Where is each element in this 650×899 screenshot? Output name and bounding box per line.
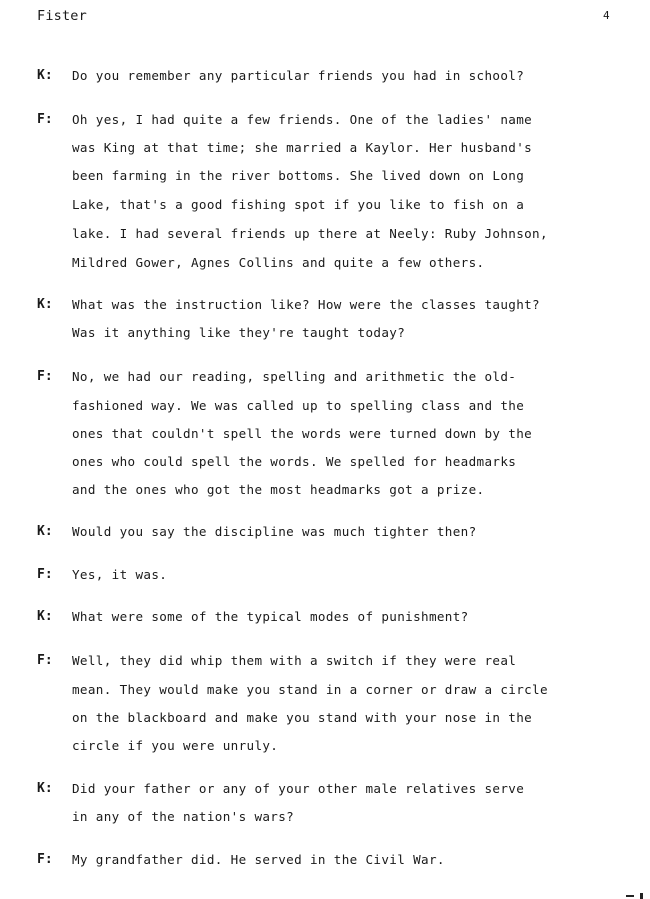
transcript-line: on the blackboard and make you stand with your nose in the [72, 710, 533, 725]
transcript-line: Was it anything like they're taught today? [72, 325, 406, 340]
transcript-line: What was the instruction like? How were the classes taught? [72, 297, 540, 312]
speaker-label: K: [37, 524, 53, 539]
speaker-label: K: [37, 609, 53, 624]
speaker-label: F: [37, 112, 53, 127]
speaker-label: F: [37, 852, 53, 867]
transcript-line: in any of the nation's wars? [72, 809, 295, 824]
transcript-line: My grandfather did. He served in the Civil War. [72, 852, 445, 867]
speaker-label: K: [37, 68, 53, 83]
transcript-line: was King at that time; she married a Kaylor. Her husband's [72, 140, 533, 155]
transcript-line: Oh yes, I had quite a few friends. One of the ladies' name [72, 112, 533, 127]
transcript-line: Do you remember any particular friends you had in school? [72, 68, 525, 83]
transcript-line: Well, they did whip them with a switch if they were real [72, 653, 517, 668]
scan-mark [640, 893, 643, 899]
transcript-line: fashioned way. We was called up to spelling class and the [72, 398, 525, 413]
transcript-line: been farming in the river bottoms. She lived down on Long [72, 168, 525, 183]
transcript-line: ones that couldn't spell the words were turned down by the [72, 426, 533, 441]
transcript-line: lake. I had several friends up there at Neely: Ruby Johnson, [72, 226, 548, 241]
scan-mark [626, 895, 634, 897]
transcript-line: and the ones who got the most headmarks got a prize. [72, 482, 485, 497]
speaker-label: K: [37, 781, 53, 796]
transcript-line: mean. They would make you stand in a corner or draw a circle [72, 682, 548, 697]
page-number: 4 [603, 9, 610, 22]
speaker-label: F: [37, 567, 53, 582]
transcript-line: Lake, that's a good fishing spot if you like to fish on a [72, 197, 525, 212]
transcript-line: What were some of the typical modes of punishment? [72, 609, 469, 624]
transcript-line: Would you say the discipline was much tighter then? [72, 524, 477, 539]
header-interviewee-name: Fister [37, 8, 87, 24]
transcript-line: Yes, it was. [72, 567, 168, 582]
speaker-label: F: [37, 653, 53, 668]
transcript-line: No, we had our reading, spelling and arithmetic the old- [72, 369, 517, 384]
transcript-line: ones who could spell the words. We spelled for headmarks [72, 454, 517, 469]
transcript-line: circle if you were unruly. [72, 738, 279, 753]
transcript-line: Mildred Gower, Agnes Collins and quite a few others. [72, 255, 485, 270]
transcript-line: Did your father or any of your other male relatives serve [72, 781, 525, 796]
speaker-label: F: [37, 369, 53, 384]
speaker-label: K: [37, 297, 53, 312]
